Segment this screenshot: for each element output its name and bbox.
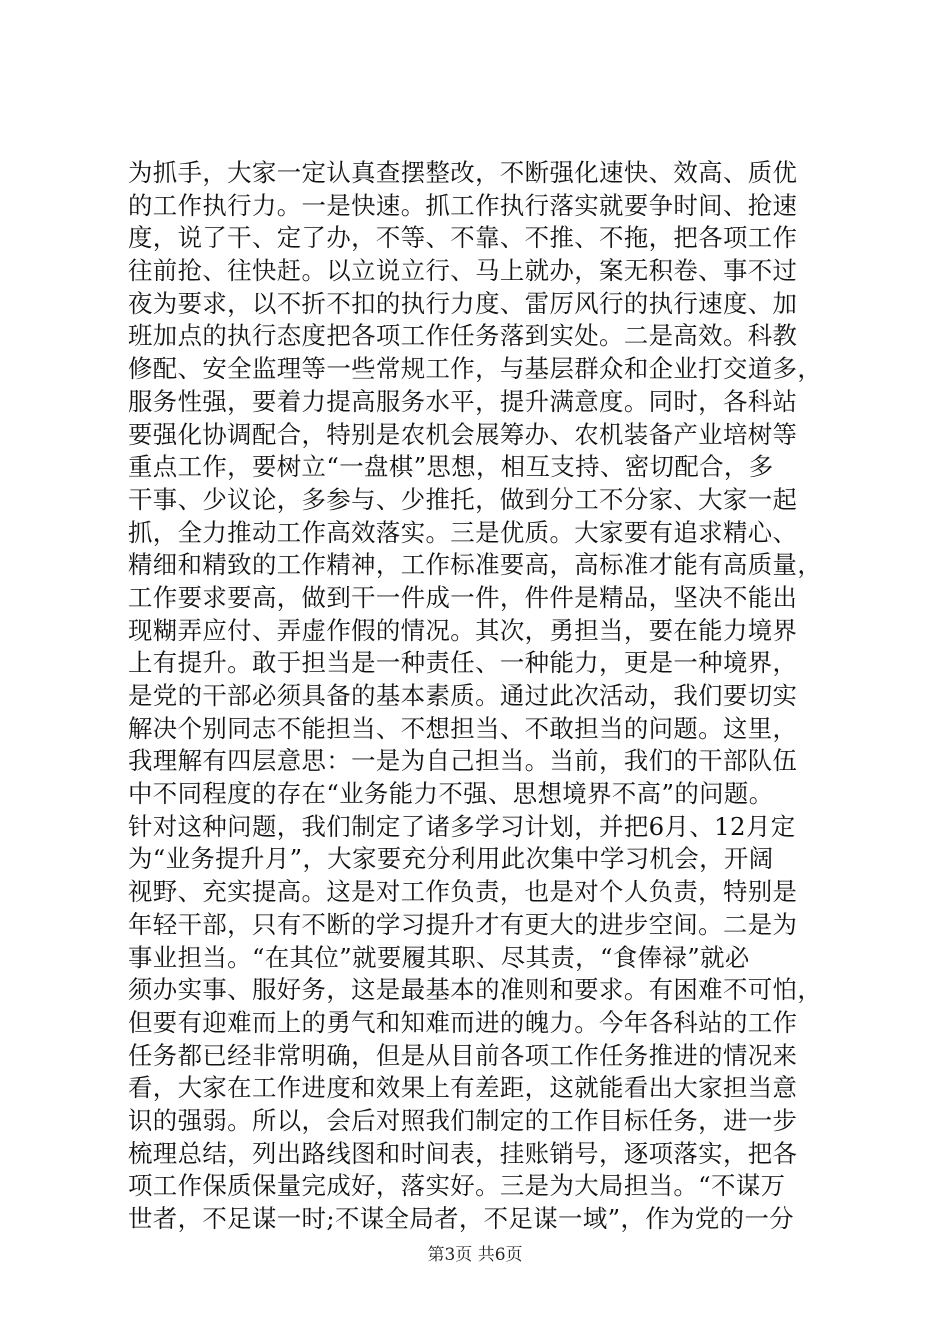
text-line: 精细和精致的工作精神，工作标准要高，高标准才能有高质量， [128, 550, 823, 580]
text-line: 但要有迎难而上的勇气和知难而进的魄力。今年各科站的工作 [128, 1007, 798, 1037]
text-line: 为“业务提升月”，大家要充分利用此次集中学习机会，开阔 [128, 844, 774, 874]
text-line: 干事、少议论，多参与、少推托，做到分工不分家、大家一起 [128, 484, 798, 514]
text-line: 现糊弄应付、弄虚作假的情况。其次，勇担当，要在能力境界 [128, 615, 798, 645]
text-line: 世者，不足谋一时;不谋全局者，不足谋一域”，作为党的一分 [128, 1204, 795, 1233]
text-line: 夜为要求，以不折不扣的执行力度、雷厉风行的执行速度、加 [128, 288, 798, 318]
text-line: 修配、安全监理等一些常规工作，与基层群众和企业打交道多， [128, 354, 823, 384]
page-footer: 第3页 共6页 [427, 1245, 523, 1265]
text-line: 的工作执行力。一是快速。抓工作执行落实就要争时间、抢速 [128, 190, 798, 220]
text-line: 要强化协调配合，特别是农机会展筹办、农机装备产业培树等 [128, 419, 798, 449]
text-line: 解决个别同志不能担当、不想担当、不敢担当的问题。这里， [128, 713, 798, 743]
text-line: 中不同程度的存在“业务能力不强、思想境界不高”的问题。 [128, 779, 774, 809]
text-line: 服务性强，要着力提高服务水平，提升满意度。同时，各科站 [128, 386, 798, 416]
text-line: 识的强弱。所以，会后对照我们制定的工作目标任务，进一步 [128, 1105, 798, 1135]
text-line: 往前抢、往快赶。以立说立行、马上就办，案无积卷、事不过 [128, 256, 798, 286]
text-line: 重点工作，要树立“一盘棋”思想，相互支持、密切配合，多 [128, 452, 774, 482]
text-line: 须办实事、服好务，这是最基本的准则和要求。有困难不可怕， [128, 975, 823, 1005]
text-line: 上有提升。敢于担当是一种责任、一种能力，更是一种境界， [128, 648, 798, 678]
text-line: 针对这种问题，我们制定了诸多学习计划，并把6月、12月定 [128, 811, 796, 841]
text-line: 任务都已经非常明确，但是从目前各项工作任务推进的情况来 [128, 1040, 798, 1070]
text-line: 视野、充实提高。这是对工作负责，也是对个人负责，特别是 [128, 877, 798, 907]
text-line: 梳理总结，列出路线图和时间表，挂账销号，逐项落实，把各 [128, 1138, 798, 1168]
text-line: 为抓手，大家一定认真查摆整改，不断强化速快、效高、质优 [128, 158, 798, 187]
text-line: 度，说了干、定了办，不等、不靠、不推、不拖，把各项工作 [128, 223, 798, 253]
text-line: 工作要求要高，做到干一件成一件，件件是精品，坚决不能出 [128, 582, 798, 612]
text-line: 是党的干部必须具备的基本素质。通过此次活动，我们要切实 [128, 681, 798, 710]
text-line: 看，大家在工作进度和效果上有差距，这就能看出大家担当意 [128, 1073, 798, 1103]
text-line: 抓，全力推动工作高效落实。三是优质。大家要有追求精心、 [128, 517, 798, 547]
text-line: 班加点的执行态度把各项工作任务落到实处。二是高效。科教 [128, 321, 798, 351]
text-line: 事业担当。“在其位”就要履其职、尽其责，“食俸禄”就必 [128, 942, 750, 972]
text-line: 项工作保质保量完成好，落实好。三是为大局担当。“不谋万 [128, 1171, 786, 1201]
body-text [128, 157, 868, 1236]
text-line: 年轻干部，只有不断的学习提升才有更大的进步空间。二是为 [128, 909, 798, 939]
text-line: 我理解有四层意思：一是为自己担当。当前，我们的干部队伍 [128, 746, 798, 776]
